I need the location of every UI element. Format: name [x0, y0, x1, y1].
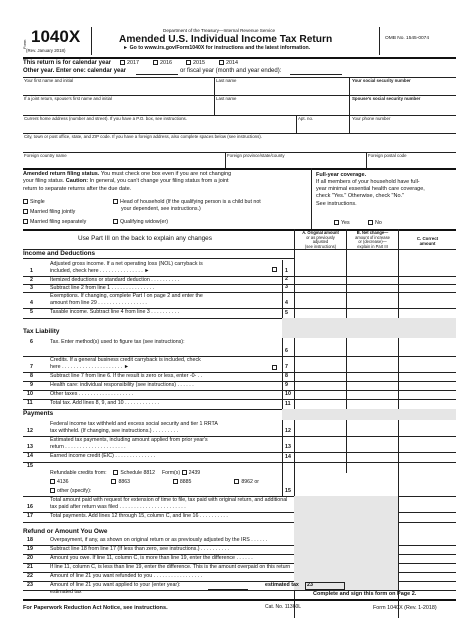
form-title: Amended U.S. Individual Income Tax Return [119, 34, 333, 45]
line-15-boxes: Refundable credits from: Schedule 8812 Form(s) 2439 [50, 469, 201, 476]
line-14-column-a-input[interactable] [295, 452, 346, 462]
line-16-text: Total amount paid with request for extension of time to file, tax paid with original return, and additional [50, 497, 288, 503]
line-13-text: Estimated tax payments, including amount applied from prior year's [50, 437, 208, 443]
fiscal-year-input[interactable] [290, 74, 342, 75]
year-2017-checkbox[interactable]: 2017 [120, 60, 139, 66]
column-a-header: A. Original amount or as previously adjusted (see instructions) [302, 230, 339, 250]
line-1-number: 1 [30, 268, 33, 274]
line-16-number: 16 [27, 504, 33, 510]
year-2014-checkbox[interactable]: 2014 [219, 60, 238, 66]
section-tax-liability: Tax Liability [23, 328, 60, 335]
line-5-column-a-input[interactable] [295, 308, 346, 318]
line-4-column-c-input[interactable] [399, 292, 456, 308]
form-4136-checkbox[interactable]: 4136 [50, 479, 69, 485]
coverage-no-checkbox[interactable]: No [368, 220, 382, 226]
line-22-number: 22 [27, 573, 33, 579]
line-13-column-a-input[interactable] [295, 436, 346, 452]
filing-status-mfs[interactable]: Married filing separately [23, 219, 86, 225]
line-15-col-number: 15 [285, 488, 291, 494]
line-11-column-b-input[interactable] [347, 399, 398, 409]
line-3-col-number: 3 [285, 284, 288, 290]
coverage-block: Full-year coverage. If all members of your household have full- year minimal essential health care coverage, check "Yes." Otherwise, check "No." See instructions. [316, 172, 425, 207]
line-3-column-a-input[interactable] [295, 284, 346, 292]
line-17-text: Total payments. Add lines 12 through 15, column C, and line 16 . . . . . . . . . . [50, 513, 228, 519]
line-7-text: Credits. If a general business credit carryback is included, check [50, 357, 201, 363]
line-20-number: 20 [27, 555, 33, 561]
form-word: Form [22, 39, 27, 49]
line-1-text-cont: included, check here . . . . . . . . . . . . . . . ► [50, 268, 150, 274]
line-15-other[interactable]: other (specify): [50, 488, 91, 495]
line-6-column-a-input[interactable] [295, 338, 346, 356]
line-8-text: Subtract line 7 from line 6. If the result is zero or less, enter -0- . . [50, 373, 203, 379]
other-year-label: Other year. Enter one: calendar year [23, 68, 127, 74]
line-21-number: 21 [27, 564, 33, 570]
line-12-column-a-input[interactable] [295, 420, 346, 436]
last-name-field[interactable]: Last name [216, 78, 237, 83]
apt-field[interactable]: Apt. no. [298, 116, 314, 121]
line-12-column-b-input[interactable] [347, 420, 398, 436]
line-1-col-number: 1 [285, 268, 288, 274]
line-3-number: 3 [30, 285, 33, 291]
line-23-text: Amount of line 21 you want applied to your (enter year): [50, 582, 181, 588]
line-8-column-b-input[interactable] [347, 372, 398, 381]
coverage-yes-checkbox[interactable]: Yes [334, 220, 350, 226]
line-10-text: Other taxes . . . . . . . . . . . . . . . . . . . [50, 391, 134, 397]
line-17-number: 17 [27, 513, 33, 519]
form-2439-checkbox[interactable]: 2439 [182, 470, 201, 476]
line-3-column-c-input[interactable] [399, 284, 456, 292]
line-2-column-a-input[interactable] [295, 276, 346, 284]
line-4-column-b-input[interactable] [347, 292, 398, 308]
line-11-column-c-input[interactable] [399, 399, 456, 409]
line-11-number: 11 [27, 400, 33, 406]
line-2-column-c-input[interactable] [399, 276, 456, 284]
form-header [23, 27, 456, 57]
line-1-checkbox[interactable] [272, 267, 277, 272]
filing-status-hoh[interactable]: Head of household (If the qualifying person is a child but not [113, 199, 261, 205]
line-10-col-number: 10 [285, 391, 291, 397]
form-number: 1040X [31, 27, 81, 46]
line-7-number: 7 [30, 364, 33, 370]
paperwork-notice: For Paperwork Reduction Act Notice, see instructions. [23, 605, 168, 611]
ssn-field[interactable]: Your social security number [352, 78, 411, 83]
line-2-text: Itemized deductions or standard deduction . . . . . . . . . . [50, 277, 180, 283]
line-13-col-number: 13 [285, 444, 291, 450]
line-6-column-c-input[interactable] [399, 338, 456, 356]
line-23-text-cont: estimated tax [50, 589, 82, 595]
line-7-column-b-input[interactable] [347, 356, 398, 372]
line-9-col-number: 9 [285, 382, 288, 388]
line-12-number: 12 [27, 428, 33, 434]
line-5-column-c-input[interactable] [399, 308, 456, 318]
line-20-text: Amount you owe. If line 11, column C, is more than line 19, enter the difference . . . . . . [50, 555, 253, 561]
line-6-column-b-input[interactable] [347, 338, 398, 356]
foreign-province-field[interactable]: Foreign province/state/county [227, 153, 285, 158]
line-6-text: Tax. Enter method(s) used to figure tax (see instructions): [50, 339, 185, 345]
line-10-number: 10 [27, 391, 33, 397]
line-21-text: If line 11, column C, is less than line 19, enter the difference. This is the amount overpaid on this return [50, 564, 291, 570]
line-7-col-number: 7 [285, 364, 288, 370]
line-9-number: 9 [30, 382, 33, 388]
line-1-column-a-input[interactable] [295, 260, 346, 276]
line-11-text: Total tax. Add lines 8, 9, and 10 . . . . . . . . . . . . [50, 400, 159, 406]
line-10-column-c-input[interactable] [399, 390, 456, 399]
line-1-text: Adjusted gross income. If a net operating loss (NOL) carryback is [50, 261, 203, 267]
form-8863-checkbox[interactable]: 8863 [111, 479, 130, 485]
line-4-column-a-input[interactable] [295, 292, 346, 308]
phone-field[interactable]: Your phone number [352, 116, 391, 121]
spouse-first-name-field[interactable]: If a joint return, spouse's first name and initial [24, 96, 112, 101]
line-18-number: 18 [27, 537, 33, 543]
address-field[interactable]: Current home address (number and street). If you have a P.O. box, see instructions. [24, 116, 187, 121]
other-year-input[interactable] [136, 74, 178, 75]
line-23-number: 23 [27, 582, 33, 588]
form-footer-id: Form 1040X (Rev. 1-2018) [373, 605, 437, 611]
line-6-col-number: 6 [285, 348, 288, 354]
line-17-amount-input[interactable] [399, 512, 456, 522]
line-4-text-cont: amount from line 29 . . . . . . . . . . . . . . . . . [50, 300, 147, 306]
form-revision: (Rev. January 2018) [26, 48, 66, 53]
line-19-text: Subtract line 18 from line 17 (If less than zero, see instructions.) . . . . . . . . . . [50, 546, 229, 552]
filing-status-mfj[interactable]: Married filing jointly [23, 209, 75, 215]
line-22-text: Amount of line 21 you want refunded to you . . . . . . . . . . . . . . . . . [50, 573, 203, 579]
line-9-column-a-input[interactable] [295, 381, 346, 390]
section-payments: Payments [23, 410, 54, 417]
year-2016-checkbox[interactable]: 2016 [153, 60, 172, 66]
line-14-column-c-input[interactable] [399, 452, 456, 462]
line-22-amount-input[interactable] [399, 572, 456, 581]
calendar-year-label: This return is for calendar year [23, 60, 112, 66]
line-16-amount-input[interactable] [399, 496, 456, 512]
line-19-number: 19 [27, 546, 33, 552]
catalog-number: Cat. No. 11360L [265, 604, 302, 610]
filing-status-single[interactable]: Single [23, 199, 45, 205]
line-18-text: Overpayment, if any, as shown on original return or as previously adjusted by the IRS . . . . . . [50, 537, 268, 543]
line-19-amount-input[interactable] [399, 545, 456, 554]
form-instructions-link[interactable]: ► Go to www.irs.gov/Form1040X for instructions and the latest information. [123, 45, 311, 51]
foreign-country-field[interactable]: Foreign country name [24, 153, 67, 158]
line-2-col-number: 2 [285, 276, 288, 282]
filing-status-intro: Amended return filing status. You must check one box even if you are not changing your filing status. Caution: In general, you can't change your filing status from a joint return to separate returns after the due date. [23, 171, 232, 192]
line-5-column-b-input[interactable] [347, 308, 398, 318]
year-checkboxes [120, 60, 238, 66]
line-2-number: 2 [30, 277, 33, 283]
foreign-postal-field[interactable]: Foreign postal code [368, 153, 407, 158]
line-4-text: Exemptions. If changing, complete Part I on page 2 and enter the [50, 293, 203, 299]
form-8962-checkbox[interactable]: 8962 or [234, 479, 259, 485]
line-14-col-number: 14 [285, 454, 291, 460]
line-15-column-a-input[interactable] [295, 462, 346, 496]
line-7-column-a-input[interactable] [295, 356, 346, 372]
line-15-number: 15 [27, 463, 33, 469]
line-15-column-b-input[interactable] [347, 462, 398, 496]
line-9-column-b-input[interactable] [347, 381, 398, 390]
line-3-column-b-input[interactable] [347, 284, 398, 292]
line-16-text-cont: tax paid after return was filed . . . . . . . . . . . . . . . . . . . . . . . [50, 504, 186, 510]
line-8-number: 8 [30, 373, 33, 379]
line-21-amount-input[interactable] [399, 563, 456, 572]
section-income: Income and Deductions [23, 250, 96, 257]
line-12-text: Federal income tax withheld and excess social security and tier 1 RRTA [50, 421, 218, 427]
line-2-column-b-input[interactable] [347, 276, 398, 284]
city-field[interactable]: City, town or post office, state, and ZIP code. If you have a foreign address, also complete spaces below (see instructions). [24, 134, 262, 139]
line-5-col-number: 5 [285, 310, 288, 316]
line-4-number: 4 [30, 300, 33, 306]
line-9-text: Health care: individual responsibility (see instructions) . . . . . . [50, 382, 194, 388]
line-15-column-c-input[interactable] [399, 462, 456, 496]
line-23-estimated-tax-label: estimated tax [265, 582, 299, 588]
line-14-column-b-input[interactable] [347, 452, 398, 462]
line-1-column-b-input[interactable] [347, 260, 398, 276]
line-6-number: 6 [30, 339, 33, 345]
line-15-boxes-row2 [50, 479, 259, 486]
form-8885-checkbox[interactable]: 8885 [173, 479, 192, 485]
line-18-amount-input[interactable] [399, 536, 456, 545]
line-7-text-cont: here . . . . . . . . . . . . . . . . . . . . . ► [50, 364, 130, 370]
line-11-col-number: 11 [285, 401, 291, 407]
line-13-number: 13 [27, 444, 33, 450]
column-b-header: B. Net change— amount of increase or (decrease)— explain in Part III [355, 230, 390, 250]
line-12-text-cont: tax withheld. (If changing, see instructions.) . . . . . . . . . [50, 428, 179, 434]
department: Department of the Treasury—Internal Revenue Service [163, 28, 276, 33]
line-23-year-input[interactable] [208, 582, 248, 590]
line-11-column-a-input[interactable] [295, 399, 346, 409]
line-4-col-number: 4 [285, 300, 288, 306]
sign-note: Complete and sign this form on Page 2. [313, 591, 417, 597]
fiscal-year-label: or fiscal year (month and year ended): [180, 68, 282, 74]
schedule-8812-checkbox[interactable]: Schedule 8812 [113, 470, 155, 476]
line-12-col-number: 12 [285, 428, 291, 434]
line-20-amount-input[interactable] [399, 554, 456, 563]
line-10-column-a-input[interactable] [295, 390, 346, 399]
line-23-number-inline: 23 [307, 582, 313, 588]
omb-number: OMB No. 1545-0074 [385, 36, 429, 41]
line-5-number: 5 [30, 309, 33, 315]
line-9-column-c-input[interactable] [399, 381, 456, 390]
year-2015-checkbox[interactable]: 2015 [186, 60, 205, 66]
line-10-column-b-input[interactable] [347, 390, 398, 399]
line-3-text: Subtract line 2 from line 1 . . . . . . . . . . . . . . . [50, 285, 155, 291]
filing-status-hoh-note: your dependent, see instructions.) [121, 206, 201, 212]
line-8-column-a-input[interactable] [295, 372, 346, 381]
line-13-column-b-input[interactable] [347, 436, 398, 452]
line-8-column-c-input[interactable] [399, 372, 456, 381]
filing-status-qw[interactable]: Qualifying widow(er) [113, 219, 168, 225]
spouse-last-name-field[interactable]: Last name [216, 96, 237, 101]
column-c-header: C. Correct amount [416, 236, 439, 247]
line-5-text: Taxable income. Subtract line 4 from line 3 . . . . . . . . . . [50, 309, 180, 315]
line-7-column-c-input[interactable] [399, 356, 456, 372]
line-1-column-c-input[interactable] [399, 260, 456, 276]
line-12-column-c-input[interactable] [399, 420, 456, 436]
spouse-ssn-field[interactable]: Spouse's social security number [352, 96, 421, 101]
line-13-text-cont: return . . . . . . . . . . . . . . . . . . . . . [50, 444, 126, 450]
line-13-column-c-input[interactable] [399, 436, 456, 452]
line-14-text: Earned income credit (EIC) . . . . . . . . . . . . . . [50, 453, 156, 459]
line-7-checkbox[interactable] [272, 365, 277, 370]
section-refund: Refund or Amount You Owe [23, 528, 108, 535]
line-14-number: 14 [27, 453, 33, 459]
part-iii-note: Use Part III on the back to explain any changes [78, 235, 212, 242]
first-name-field[interactable]: Your first name and initial [24, 78, 74, 83]
line-8-col-number: 8 [285, 373, 288, 379]
